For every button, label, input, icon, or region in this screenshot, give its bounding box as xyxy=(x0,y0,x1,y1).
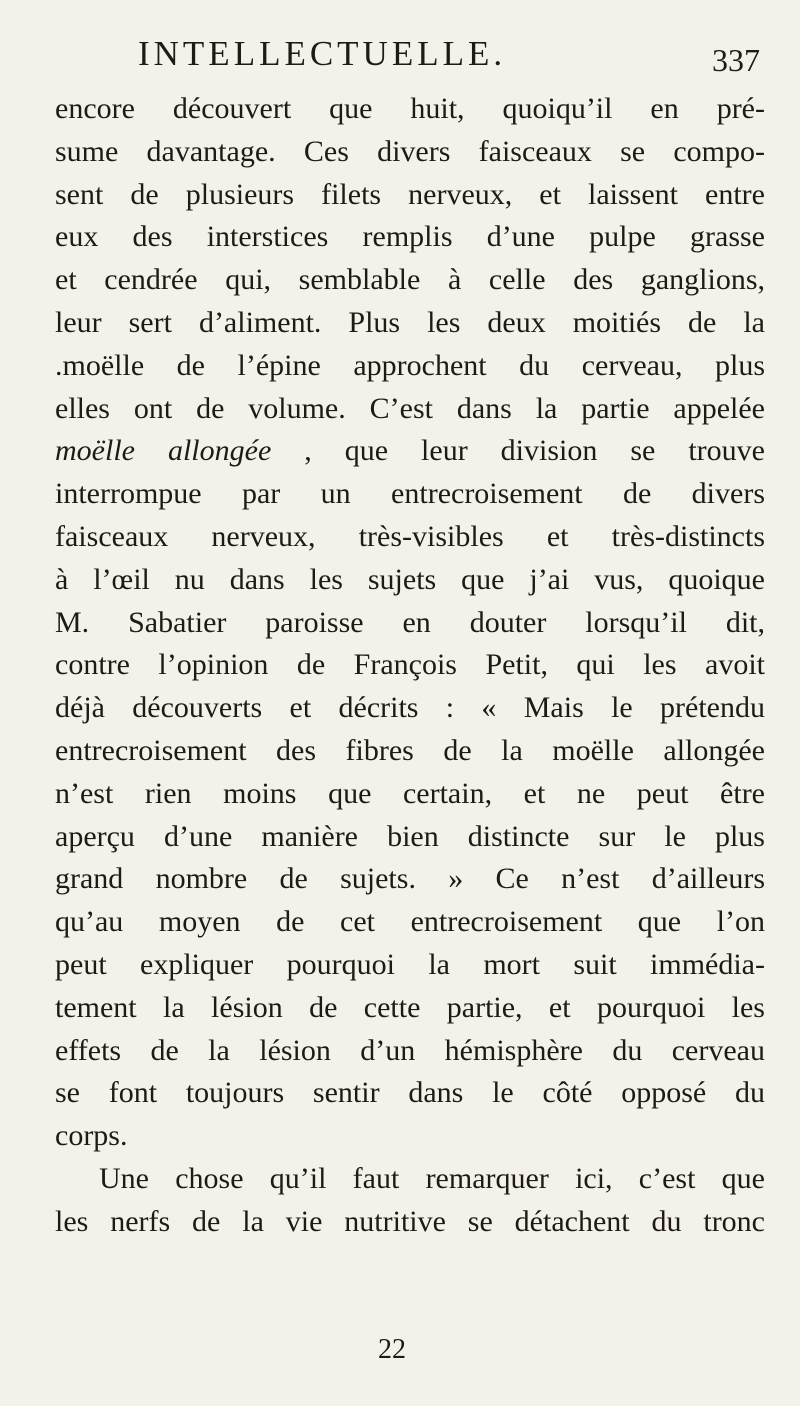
text-line: sume davantage. Ces divers faisceaux se compo- xyxy=(55,134,765,168)
text-line: et cendrée qui, semblable à celle des ganglions, xyxy=(55,263,765,297)
text-line: faisceaux nerveux, très-visibles et très-distincts xyxy=(55,519,765,553)
text-line: sent de plusieurs filets nerveux, et laissent entre xyxy=(55,177,765,211)
text-line: qu’au moyen de cet entrecroisement que l’on xyxy=(55,905,765,939)
page-number: 337 xyxy=(712,42,760,78)
text-line: eux des interstices remplis d’une pulpe grasse xyxy=(55,220,765,254)
text-line: elles ont de volume. C’est dans la partie appelée xyxy=(55,391,765,425)
text-line: se font toujours sentir dans le côté opposé du xyxy=(55,1076,765,1110)
text-line: Une chose qu’il faut remarquer ici, c’est que xyxy=(99,1161,765,1195)
text-line xyxy=(55,430,765,473)
text-line: corps. xyxy=(55,1119,128,1153)
text-line: .moëlle de l’épine approchent du cerveau, plus xyxy=(55,348,765,382)
italic-term: moëlle allongée xyxy=(55,434,272,468)
text-line: M. Sabatier paroisse en douter lorsqu’il dit, xyxy=(55,605,765,639)
text-line: déjà découverts et décrits : « Mais le prétendu xyxy=(55,691,765,725)
running-title: INTELLECTUELLE. xyxy=(138,34,507,73)
signature-mark: 22 xyxy=(378,1334,406,1365)
text-line: interrompue par un entrecroisement de divers xyxy=(55,477,765,511)
text-line: n’est rien moins que certain, et ne peut être xyxy=(55,776,765,810)
text-line: effets de la lésion d’un hémisphère du cerveau xyxy=(55,1033,765,1067)
text-line: contre l’opinion de François Petit, qui les avoit xyxy=(55,648,765,682)
text-line: grand nombre de sujets. » Ce n’est d’ailleurs xyxy=(55,862,765,896)
text-line: tement la lésion de cette partie, et pourquoi les xyxy=(55,990,765,1024)
page-header xyxy=(0,34,800,94)
text-line: à l’œil nu dans les sujets que j’ai vus, quoique xyxy=(55,562,765,596)
body-text xyxy=(55,88,765,1244)
text-line: les nerfs de la vie nutritive se détachent du tronc xyxy=(55,1204,765,1238)
text-line: entrecroisement des fibres de la moëlle allongée xyxy=(55,733,765,767)
text-line: encore découvert que huit, quoiqu’il en pré- xyxy=(55,92,765,125)
text-line: peut expliquer pourquoi la mort suit immédia- xyxy=(55,947,765,981)
text-line: aperçu d’une manière bien distincte sur le plus xyxy=(55,819,765,853)
text-line: leur sert d’aliment. Plus les deux moitiés de la xyxy=(55,305,765,339)
text-fragment: , que leur division se trouve xyxy=(271,434,765,468)
